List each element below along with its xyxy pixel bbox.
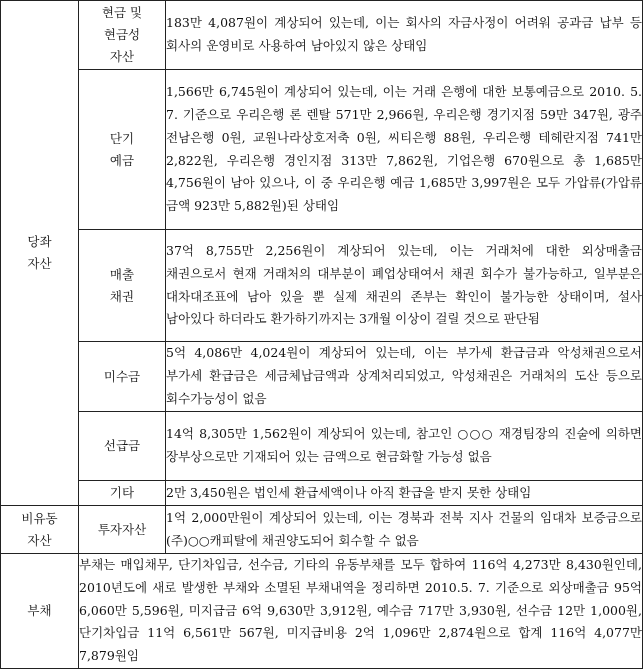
row-label: 기타 [109,485,135,500]
row-desc-receivables: 37억 8,755만 2,256원이 계상되어 있는데, 이는 거래처에 대한 외상매출금 채권으로서 현재 거래처의 대부분이 폐업상태여서 채권 회수가 불가능하고, 일부분은 대차대조표에 남아 있을 뿐 실제 채권의 존부는 확인이 불가능한 상태이며, 설사 남아있다 하더라도 환가하기까지는 3개월 이상이 걸릴 것으로 판단됨 [166,230,643,342]
row-desc-liabilities: 부채는 매입채무, 단기차입금, 선수금, 기타의 유동부채를 모두 합하여 116억 4,273만 8,430원인데, 2010년도에 새로 발생한 부채와 소멸된 부채내역을 정리하면 2010.5. 7. 기준으로 외상매출금 95억 6,060만 5,596원, 미지급금 6억 9,630만 3,912원, 예수금 717만 3,930원, 선수금 12만 1,000원, 단기차입금 11억 6,561만 567원, 미지급비용 2억 1,096만 2,874원으로 합계 116억 4,077만 7,879원임 [79,554,643,669]
row-label-short-deposit [79,70,166,230]
category-liabilities [1,554,79,669]
row-label: 단기 예금 [109,130,135,168]
row-desc-other: 2만 3,450원은 법인세 환급세액이나 아직 환급을 받지 못한 상태임 [166,481,643,506]
row-label-prepaid [79,412,166,481]
row-desc-investment: 1억 2,000만원이 계상되어 있는데, 이는 경북과 전북 지사 건물의 임대차 보증금으로 (주)○○캐피탈에 채권양도되어 회수할 수 없음 [166,506,643,554]
row-label: 투자자산 [97,521,147,537]
table-row [1,481,643,506]
table-row [1,342,643,412]
row-label-unpaid [79,342,166,412]
table-row [1,70,643,230]
row-label: 매출 채권 [109,266,135,304]
table-row [1,412,643,481]
category-label: 비유동 자산 [21,510,58,548]
row-label-cash [79,1,166,70]
table-row [1,1,643,70]
category-current-assets [1,1,79,506]
row-label-investment [79,506,166,554]
row-desc-prepaid: 14억 8,305만 1,562원이 계상되어 있는데, 참고인 ○○○ 재경팀장의 진술에 의하면 장부상으로만 기재되어 있는 금액으로 현금화할 가능성 없음 [166,412,643,481]
table-row [1,230,643,342]
row-label-receivables [79,230,166,342]
category-non-current-assets [1,506,79,554]
row-label: 미수금 [103,368,141,384]
category-label: 부채 [27,602,52,618]
row-label: 선급금 [103,438,141,453]
row-desc-cash: 183만 4,087원이 계상되어 있는데, 이는 회사의 자금사정이 어려워 공과금 납부 등 회사의 운영비로 사용하여 남아있지 않은 상태임 [166,1,643,70]
row-label-other [79,481,166,506]
category-label: 당좌 자산 [27,234,52,271]
row-label: 현금 및 현금성 자산 [101,5,143,64]
table-row [1,506,643,554]
table-row [1,554,643,669]
row-desc-short-deposit: 1,566만 6,745원이 계상되어 있는데, 이는 거래 은행에 대한 보통예금으로 2010. 5. 7. 기준으로 우리은행 론 렌탈 571만 2,966원, 우리은행 경기지점 59만 347원, 광주 전남은행 0원, 교원나라상호저축 0원, 씨티은행 88원, 우리은행 테헤란지점 741만 2,822원, 우리은행 경인지점 313만 7,862원, 기업은행 670원으로 총 1,685만 4,756원이 남아 있으나, 이 중 우리은행 예금 1,685만 3,997원은 모두 가압류(가압류 금액 923만 5,882원)된 상태임 [166,70,643,230]
row-desc-unpaid: 5억 4,086만 4,024원이 계상되어 있는데, 이는 부가세 환급금과 악성채권으로서 부가세 환급금은 세금체납금액과 상계처리되었고, 악성채권은 거래처의 도산 등으로 회수가능성이 없음 [166,342,643,412]
